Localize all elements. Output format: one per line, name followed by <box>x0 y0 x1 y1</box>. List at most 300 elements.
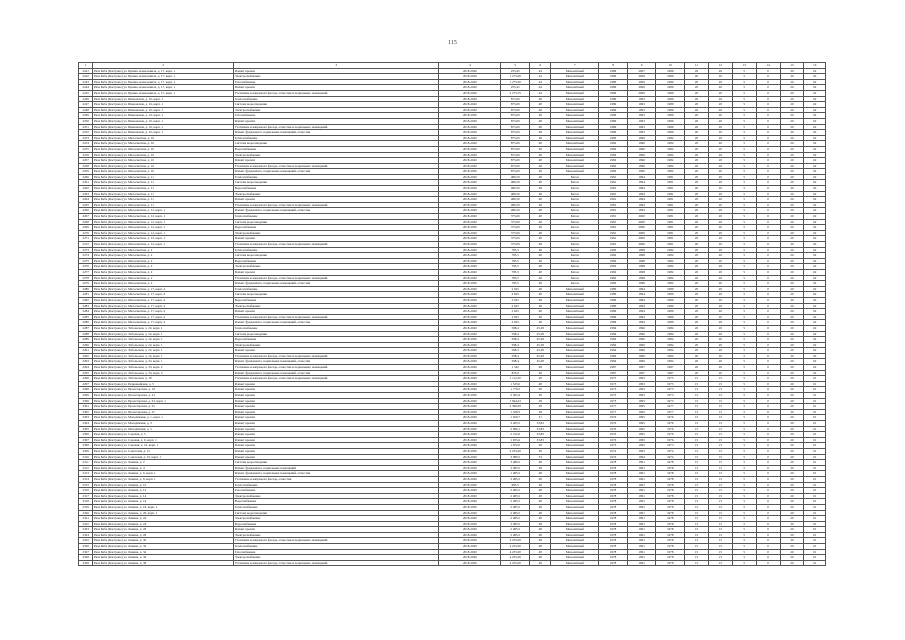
table-cell: 0 <box>756 521 780 527</box>
table-cell: Монолитный <box>551 538 599 544</box>
table-cell: 1998 <box>627 253 656 259</box>
table-cell: 1978 <box>656 527 685 533</box>
table-cell: Монолитный <box>551 504 599 510</box>
table-cell: 1993 <box>627 448 656 454</box>
table-cell: 20 <box>685 225 709 231</box>
table-cell: 02 <box>804 219 826 225</box>
table-cell: 02 <box>804 191 826 197</box>
table-cell: 20 <box>780 107 804 113</box>
table-cell: 02 <box>804 118 826 124</box>
table-cell: 5 <box>732 460 756 466</box>
table-cell: Система водоотведения <box>234 102 439 108</box>
table-cell: 1998 <box>627 281 656 287</box>
table-cell: 2018-2020 <box>439 286 501 292</box>
table-cell: 15 <box>685 448 709 454</box>
table-cell: 2018-2020 <box>439 359 501 365</box>
table-cell: 2 485,5 <box>501 532 530 538</box>
table-cell: 1973 <box>599 398 628 404</box>
table-cell: 2018-2020 <box>439 208 501 214</box>
table-cell: 20 <box>780 560 804 566</box>
table-cell: Монолитный <box>551 560 599 566</box>
table-cell: 2 485,5 <box>501 493 530 499</box>
table-cell: 48 <box>530 303 551 309</box>
table-cell: 48 <box>530 292 551 298</box>
table-cell: 2018-2020 <box>439 169 501 175</box>
table-cell: 1991 <box>627 549 656 555</box>
table-cell: 1978 <box>656 549 685 555</box>
table-cell: 1984 <box>656 359 685 365</box>
table-cell: 1991 <box>627 527 656 533</box>
table-cell: Бетон <box>551 208 599 214</box>
table-cell: 20 <box>685 370 709 376</box>
table-cell: 20 <box>708 342 732 348</box>
table-cell: 0 <box>756 247 780 253</box>
table-cell: 375,00 <box>501 236 530 242</box>
table-cell: 5 <box>732 421 756 427</box>
table-cell: 48 <box>530 370 551 376</box>
table-cell: Система водоотведения <box>234 180 439 186</box>
table-cell: 2244 <box>79 85 93 91</box>
table-cell: 02 <box>804 107 826 113</box>
table-cell: 2325 <box>79 538 93 544</box>
table-cell: 1993 <box>627 102 656 108</box>
table-cell: 2018-2020 <box>439 90 501 96</box>
table-cell: 2250 <box>79 118 93 124</box>
table-cell: 2018-2020 <box>439 225 501 231</box>
table-cell: 1982 <box>599 247 628 253</box>
table-cell: 20 <box>685 314 709 320</box>
table-cell: 20 <box>780 219 804 225</box>
table-cell: 1978 <box>599 560 628 566</box>
table-cell: 2323 <box>79 527 93 533</box>
table-cell: 1982 <box>599 135 628 141</box>
table-cell: 20 <box>685 242 709 248</box>
table-cell: 20 <box>780 320 804 326</box>
table-cell: 20 <box>685 292 709 298</box>
table-cell: 1998 <box>627 258 656 264</box>
table-cell: 2308 <box>79 443 93 449</box>
table-cell: 1987 <box>599 365 628 371</box>
table-cell: 1991 <box>627 538 656 544</box>
table-cell: 2018-2020 <box>439 387 501 393</box>
table-cell: Риза Баба (Кастрово) ул. Ленина, д. 30 <box>93 538 234 544</box>
table-cell: 48 <box>530 107 551 113</box>
table-cell: Газоснабжение <box>234 549 439 555</box>
table-cell: Монолитный <box>551 488 599 494</box>
table-cell: Монолитный <box>551 141 599 147</box>
table-cell: Монолитный <box>551 521 599 527</box>
table-cell: 48 <box>530 197 551 203</box>
table-cell: Монолитный <box>551 415 599 421</box>
table-cell: 2 485,5 <box>501 521 530 527</box>
table-cell: Ремонт фундамента, подвальных помещений, отмостки <box>234 208 439 214</box>
table-cell: 2018-2020 <box>439 426 501 432</box>
table-cell: Риза Баба (Кастрово) ул. Садовая, д. 6, корп. 1 <box>93 437 234 443</box>
table-cell: 5 <box>732 532 756 538</box>
table-cell: 2018-2020 <box>439 527 501 533</box>
table-cell: Утепление и капремонт фасада, отмостки и подвальных помещений <box>234 538 439 544</box>
table-cell: 1997 <box>627 365 656 371</box>
table-cell: 48 <box>530 186 551 192</box>
table-cell: 2018-2020 <box>439 510 501 516</box>
table-cell: 1 972,6 <box>501 443 530 449</box>
table-cell: 20 <box>780 476 804 482</box>
table-cell: Монолитный <box>551 292 599 298</box>
table-cell: 1982 <box>599 163 628 169</box>
table-cell: 20 <box>685 325 709 331</box>
table-cell: 0 <box>756 544 780 550</box>
table-cell: 48 <box>530 135 551 141</box>
table-cell: 1 655,6 <box>501 437 530 443</box>
table-cell: Ремонт фундамента, подвальных помещений, отмостки <box>234 471 439 477</box>
table-cell: 15 <box>708 381 732 387</box>
table-cell: Риза Баба (Кастрово) ул. Ивановская, д. 16, корп. 1 <box>93 130 234 136</box>
table-cell: 1973 <box>599 443 628 449</box>
table-cell: 15 <box>685 521 709 527</box>
table-cell: Риза Баба (Кастрово) ул. Ленина, д. 12 <box>93 488 234 494</box>
table-cell: 985,5 <box>501 482 530 488</box>
table-cell: 2247 <box>79 102 93 108</box>
table-cell: 1993 <box>627 393 656 399</box>
table-cell: 15 <box>685 443 709 449</box>
table-cell: 598,4 <box>501 359 530 365</box>
table-cell: 1991 <box>627 532 656 538</box>
table-cell: 785,5 <box>501 253 530 259</box>
table-cell: 1978 <box>599 504 628 510</box>
table-cell: Бетон <box>551 191 599 197</box>
table-cell: 5 <box>732 538 756 544</box>
table-cell: 01 <box>804 443 826 449</box>
table-cell: 02 <box>804 353 826 359</box>
table-cell: Монолитный <box>551 516 599 522</box>
table-cell: 0 <box>756 381 780 387</box>
table-cell: 15 <box>708 426 732 432</box>
table-cell: 2018-2020 <box>439 297 501 303</box>
table-cell: 02 <box>804 90 826 96</box>
table-cell: Монолитный <box>551 85 599 91</box>
table-cell: 20 <box>708 107 732 113</box>
table-cell: 1993 <box>627 387 656 393</box>
table-cell: Монолитный <box>551 465 599 471</box>
table-cell: 1981 <box>599 202 628 208</box>
table-cell: Монолитный <box>551 342 599 348</box>
table-cell: 15 <box>685 415 709 421</box>
page-number: 115 <box>448 40 457 46</box>
table-cell: 48 <box>530 365 551 371</box>
table-cell: 02 <box>804 303 826 309</box>
table-cell: 0 <box>756 365 780 371</box>
table-cell: 1973 <box>599 387 628 393</box>
table-cell: Монолитный <box>551 549 599 555</box>
table-cell: 598,4 <box>501 331 530 337</box>
table-cell: 1989 <box>599 68 628 74</box>
table-cell: 1978 <box>656 488 685 494</box>
table-cell: 1991 <box>627 521 656 527</box>
table-cell: 1973 <box>599 381 628 387</box>
table-cell: 20 <box>780 297 804 303</box>
table-cell: 2018-2020 <box>439 118 501 124</box>
table-cell: 1984 <box>656 348 685 354</box>
table-cell: 15 <box>685 376 709 382</box>
table-cell: 44 <box>530 74 551 80</box>
table-cell: 1991 <box>627 510 656 516</box>
table-cell: 20 <box>780 549 804 555</box>
table-cell: 01 <box>804 387 826 393</box>
table-cell: 20 <box>780 85 804 91</box>
table-cell: 1978 <box>656 510 685 516</box>
table-cell: Риза Баба (Кастрово) ул. Ленина, д. 14 <box>93 493 234 499</box>
table-cell: 2256 <box>79 152 93 158</box>
table-cell: Монолитный <box>551 68 599 74</box>
table-cell: 48 <box>530 465 551 471</box>
table-cell: 20 <box>780 448 804 454</box>
table-cell: 1982 <box>656 258 685 264</box>
table-cell: 1976 <box>599 415 628 421</box>
column-header: 7 <box>551 63 599 69</box>
table-cell: 2018-2020 <box>439 415 501 421</box>
table-cell: 3 080,5 <box>501 454 530 460</box>
table-cell: Риза Баба (Кастрово) ул. Пролетарская, д. 25 <box>93 404 234 410</box>
table-cell: 1991 <box>627 555 656 561</box>
column-header: 14 <box>756 63 780 69</box>
table-cell: 1976 <box>599 437 628 443</box>
table-cell: 20 <box>780 102 804 108</box>
table-cell: 2 625 <box>501 297 530 303</box>
table-cell: Риза Баба (Кастрово) ул. Ленина, д. 22 <box>93 516 234 522</box>
table-cell: Риза Баба (Кастрово) ул. Бранна-Алексеевича, д. 17, корп. 1 <box>93 79 234 85</box>
table-cell: 0 <box>756 102 780 108</box>
table-cell: 1978 <box>656 465 685 471</box>
table-cell: 01 <box>804 460 826 466</box>
table-cell: Ремонт кровли <box>234 426 439 432</box>
table-cell: 486,50 <box>501 186 530 192</box>
table-cell: 15 <box>708 465 732 471</box>
table-cell: 5 <box>732 521 756 527</box>
table-cell: 20 <box>685 135 709 141</box>
table-cell: 2 485,5 <box>501 465 530 471</box>
table-cell: 15 <box>708 437 732 443</box>
table-cell: 20 <box>685 331 709 337</box>
table-cell: 20 <box>685 174 709 180</box>
table-cell: 15 <box>708 482 732 488</box>
table-cell: 2292 <box>79 353 93 359</box>
table-cell: Бетон <box>551 202 599 208</box>
table-cell: 2018-2020 <box>439 482 501 488</box>
table-cell: Риза Баба (Кастрово) ул. Малосветная, д. 12, корп. 1 <box>93 236 234 242</box>
table-cell: 2018-2020 <box>439 393 501 399</box>
table-cell: 20 <box>685 303 709 309</box>
table-cell: 1991 <box>627 544 656 550</box>
table-cell: 1978 <box>599 516 628 522</box>
table-cell: 20 <box>685 202 709 208</box>
table-cell: 1991 <box>627 560 656 566</box>
table-cell: 1973 <box>656 393 685 399</box>
table-cell: Ремонт кровли <box>234 409 439 415</box>
table-cell: 20 <box>685 264 709 270</box>
table-cell: 1987 <box>599 370 628 376</box>
table-cell: 2306 <box>79 432 93 438</box>
table-cell: 1981 <box>599 208 628 214</box>
table-cell: 20 <box>780 141 804 147</box>
table-cell: 01 <box>804 510 826 516</box>
table-cell: 0 <box>756 186 780 192</box>
table-cell: 5 <box>732 342 756 348</box>
table-cell: 45,28 <box>530 353 551 359</box>
table-cell: 2313 <box>79 471 93 477</box>
table-cell: Теплоснабжение <box>234 544 439 550</box>
table-cell: 1984 <box>656 353 685 359</box>
table-cell: 375,00 <box>501 225 530 231</box>
table-cell: 5 <box>732 432 756 438</box>
table-cell: Риза Баба (Кастрово) ул. Малосветная, д. 17, корп. 4 <box>93 297 234 303</box>
table-cell: 02 <box>804 113 826 119</box>
table-cell: 5 <box>732 253 756 259</box>
table-cell: 1 944,43 <box>501 398 530 404</box>
table-cell: 1981 <box>656 214 685 220</box>
table-cell: 2018-2020 <box>439 197 501 203</box>
table-cell: Ремонт кровли <box>234 236 439 242</box>
table-cell: 15 <box>685 465 709 471</box>
table-cell: 1 528,5 <box>501 409 530 415</box>
table-cell: 1976 <box>656 415 685 421</box>
table-cell: Бетон <box>551 247 599 253</box>
table-cell: 01 <box>804 544 826 550</box>
table-cell: 0 <box>756 560 780 566</box>
table-cell: 2018-2020 <box>439 135 501 141</box>
table-cell: 0 <box>756 510 780 516</box>
table-cell: 48 <box>530 236 551 242</box>
table-cell: 2018-2020 <box>439 152 501 158</box>
table-cell: 20 <box>708 191 732 197</box>
table-cell: 15 <box>708 460 732 466</box>
table-cell: 2018-2020 <box>439 258 501 264</box>
table-cell: 20 <box>780 482 804 488</box>
table-cell: Газоснабжение <box>234 488 439 494</box>
table-cell: Утепление и капремонт фасада, отмостки <box>234 476 439 482</box>
table-cell: 2291 <box>79 348 93 354</box>
table-cell: 15 <box>685 549 709 555</box>
table-cell: 20 <box>708 146 732 152</box>
table-cell: 20 <box>685 230 709 236</box>
table-cell: Риза Баба (Кастрово) ул. Ленина, д. 6, корп. 1 <box>93 471 234 477</box>
table-cell: Монолитный <box>551 74 599 80</box>
table-cell: 20 <box>708 214 732 220</box>
table-cell: Монолитный <box>551 471 599 477</box>
table-cell: 2018-2020 <box>439 331 501 337</box>
table-cell: 1982 <box>656 141 685 147</box>
table-cell: Ремонт кровли <box>234 348 439 354</box>
table-cell: 20 <box>780 538 804 544</box>
table-cell: 15 <box>708 493 732 499</box>
table-cell: Водоснабжение <box>234 337 439 343</box>
table-cell: 01 <box>804 426 826 432</box>
table-cell: 15 <box>685 510 709 516</box>
table-cell: 1984 <box>656 325 685 331</box>
table-cell: 0 <box>756 214 780 220</box>
table-cell: 20 <box>685 163 709 169</box>
table-cell: 20 <box>780 236 804 242</box>
table-cell: 15 <box>685 409 709 415</box>
table-cell: Риза Баба (Кастрово) ул. Малосветная, д. 11 <box>93 202 234 208</box>
table-cell: 5 <box>732 202 756 208</box>
table-cell: 15 <box>708 476 732 482</box>
table-cell: Газоснабжение <box>234 79 439 85</box>
table-cell: Ремонт кровли <box>234 443 439 449</box>
table-cell: Монолитный <box>551 437 599 443</box>
table-cell: 20 <box>685 365 709 371</box>
table-cell: 1978 <box>656 538 685 544</box>
table-cell: 2 625 <box>501 286 530 292</box>
table-cell: 2018-2020 <box>439 337 501 343</box>
table-cell: 1978 <box>599 527 628 533</box>
table-cell: 1978 <box>656 460 685 466</box>
table-cell: 2 465,5 <box>501 421 530 427</box>
table-cell: 0 <box>756 460 780 466</box>
table-cell: 0 <box>756 342 780 348</box>
table-cell: 20 <box>685 219 709 225</box>
table-cell: 2285 <box>79 314 93 320</box>
table-cell: 2307 <box>79 437 93 443</box>
table-cell: Утепление и капремонт фасада, отмостки и подвальных помещений <box>234 314 439 320</box>
table-cell: 20 <box>708 314 732 320</box>
table-cell: 2 396,09 <box>501 404 530 410</box>
table-cell: 875,00 <box>501 152 530 158</box>
table-cell: 0 <box>756 286 780 292</box>
column-header: 6 <box>530 63 551 69</box>
table-cell: 0 <box>756 124 780 130</box>
table-cell: 785,5 <box>501 258 530 264</box>
table-cell: 2018-2020 <box>439 432 501 438</box>
table-cell: 15 <box>708 521 732 527</box>
table-cell: 5 <box>732 219 756 225</box>
table-cell: 1978 <box>656 516 685 522</box>
table-cell: 2018-2020 <box>439 202 501 208</box>
table-cell: 598,4 <box>501 337 530 343</box>
table-cell: 2314 <box>79 476 93 482</box>
table-cell: 5 <box>732 437 756 443</box>
table-cell: 0 <box>756 191 780 197</box>
table-cell: 2018-2020 <box>439 365 501 371</box>
table-cell: 02 <box>804 242 826 248</box>
table-cell: 1989 <box>656 107 685 113</box>
table-cell: 02 <box>804 236 826 242</box>
table-cell: 15 <box>685 426 709 432</box>
table-cell: 20 <box>780 532 804 538</box>
table-cell: 01 <box>804 555 826 561</box>
table-cell: 875,00 <box>501 163 530 169</box>
table-cell: 20 <box>780 443 804 449</box>
table-cell: 0 <box>756 421 780 427</box>
table-cell: Утепление и капремонт фасада, отмостки и подвальных помещений <box>234 365 439 371</box>
table-cell: Риза Баба (Кастрово) ул. Бранна-Алексеевича, д. 17, корп. 1 <box>93 68 234 74</box>
table-cell: 20 <box>780 309 804 315</box>
table-cell: 1981 <box>599 197 628 203</box>
table-cell: 2301 <box>79 404 93 410</box>
table-cell: Риза Баба (Кастрово) ул. Ленина, д. 20, корп. 1 <box>93 510 234 516</box>
table-cell: 1981 <box>599 225 628 231</box>
table-cell: 1996 <box>627 325 656 331</box>
table-cell: Монолитный <box>551 286 599 292</box>
table-cell: 20 <box>780 510 804 516</box>
table-cell: 486,50 <box>501 191 530 197</box>
table-cell: 20 <box>780 96 804 102</box>
table-cell: Риза Баба (Кастрово) ул. Малосветная, д. 10 <box>93 158 234 164</box>
table-cell: 2262 <box>79 186 93 192</box>
table-cell: 5 <box>732 465 756 471</box>
table-cell: 20 <box>708 303 732 309</box>
table-cell: 2018-2020 <box>439 113 501 119</box>
table-cell: 1976 <box>656 432 685 438</box>
